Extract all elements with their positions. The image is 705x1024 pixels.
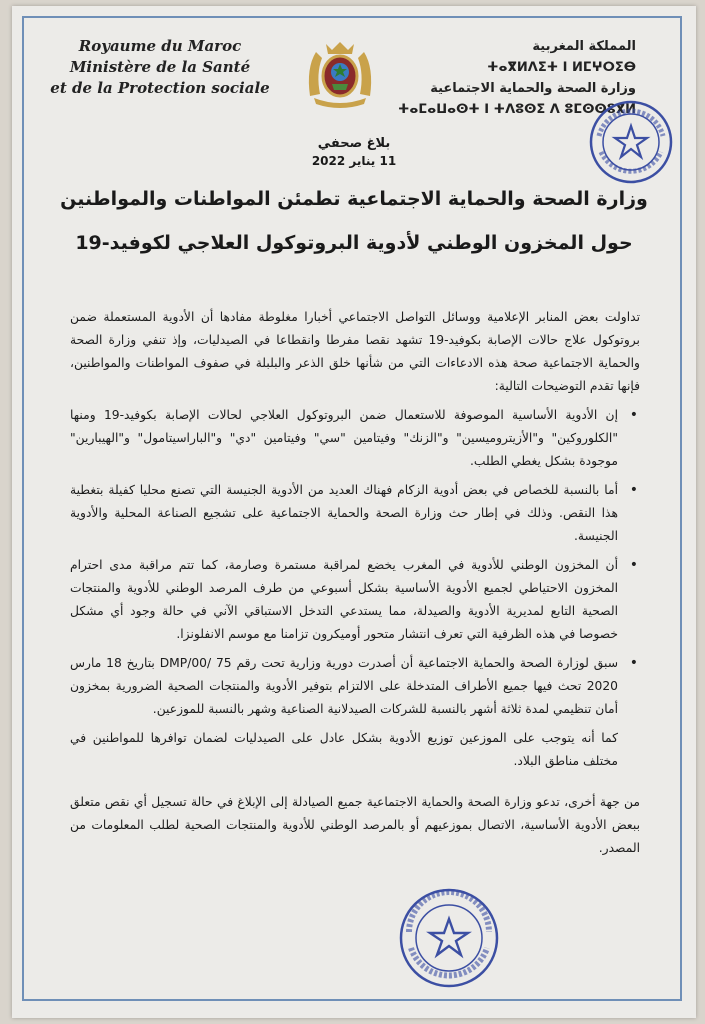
document-title-line1: وزارة الصحة والحماية الاجتماعية تطمئن المواطنات والمواطنين <box>60 188 648 210</box>
header-tifinagh-line: ⵜⴰⵎⴰⵡⴰⵙⵜ ⵏ ⵜⴷⵓⵙⵉ ⴷ ⵓⵎⵙⵙⵓⴳⵍ <box>398 102 636 117</box>
header-tifinagh-line: ⵜⴰⴳⵍⴷⵉⵜ ⵏ ⵍⵎⵖⵔⵉⴱ <box>487 60 636 75</box>
header-french <box>40 36 280 99</box>
document-sheet <box>12 6 696 1018</box>
coat-of-arms-icon <box>302 38 378 110</box>
closing-paragraph: من جهة أخرى، تدعو وزارة الصحة والحماية الاجتماعية جميع الصيادلة إلى الإبلاغ في حالة تسجيل أي نقص متعلق ببعض الأدوية الأساسية، الاتصال بموزعيهم أو بالمرصد الوطني للأدوية والمنتجات الصحية لطلب المعلومات من المصدر. <box>70 795 640 855</box>
continuation-paragraph: كما أنه يتوجب على الموزعين توزيع الأدوية بشكل عادل على الصيدليات لضمان توافرها للمواطنين في مختلف مناطق البلاد. <box>70 731 618 768</box>
intro-paragraph: تداولت بعض المنابر الإعلامية ووسائل التواصل الاجتماعي أخبارا مغلوطة مفادها أن الأدوية المستعملة ضمن بروتوكول علاج حالات الإصابة بكوفيد-19 تشهد نقصا مفرطا وانقطاعا في الصيدليات، وإذ تنفي وزارة الصحة والحماية الاجتماعية صحة هذه الادعاءات التي من شأنها خلق الذعر والبلبلة في صفوف المواطنات والمواطنين، فإنها تقدم التوضيحات التالية: <box>70 310 640 393</box>
list-item: • سبق لوزارة الصحة والحماية الاجتماعية أن أصدرت دورية وزارية تحت رقم DMP/00/ 75 بتاريخ 18 مارس 2020 تحث فيها جميع الأطراف المتدخلة على الالتزام بتوفير الأدوية والمنتجات الصحية الضرورية بمخزون أمان تنظيمي لمدة ثلاثة أشهر بالنسبة للشركات الصيدلانية الصناعية وشهر بالنسبة للموزعين. <box>70 652 618 721</box>
list-item: • أن المخزون الوطني للأدوية في المغرب يخضع لمراقبة مستمرة وصارمة، كما تتم مراقبة مدى احترام المخزون الاحتياطي لجميع الأدوية الأساسية بشكل أسبوعي من طرف المرصد الوطني للأدوية والمنتجات الصحية التابع لمديرية الأدوية والصيدلة، مما يستدعي التدخل الاستباقي الآني في حالة وجود أي مشكل خصوصا في هذه الظرفية التي تعرف انتشار متحور أوميكرون تزامنا مع موسم الانفلونزا. <box>70 554 618 646</box>
header-arabic-line: المملكة المغربية <box>532 39 636 54</box>
communique-date: 11 يناير 2022 <box>311 154 397 168</box>
document-title-line2: حول المخزون الوطني لأدوية البروتوكول العلاجي لكوفيد-19 <box>75 232 633 254</box>
clarifications-list <box>70 404 640 721</box>
header-french-line: et de la Protection sociale <box>50 79 270 97</box>
document-body <box>70 306 640 866</box>
header-arabic-line: وزارة الصحة والحماية الاجتماعية <box>430 81 636 96</box>
list-item: • إن الأدوية الأساسية الموصوفة للاستعمال ضمن البروتوكول العلاجي لحالات الإصابة بكوفيد-19 ومنها "الكلوروكين" و"الأزيتروميسين" و"الزنك" وفيتامين "سي" وفيتامين "دي" و"الباراسيتامول" و"الهيبارين" موجودة بشكل يغطي الطلب. <box>70 404 618 473</box>
official-stamp-icon <box>397 886 501 990</box>
header-french-line: Ministère de la Santé <box>69 58 251 76</box>
list-item: • أما بالنسبة للخصاص في بعض أدوية الزكام فهناك العديد من الأدوية الجنيسة التي تصنع محليا كفيلة بتغطية هذا النقص. وذلك في إطار حث وزارة الصحة والحماية الاجتماعية على تشجيع الصناعة المحلية والأدوية الجنيسة. <box>70 479 618 548</box>
communique-label: بلاغ صحفي <box>317 136 391 151</box>
header-french-line: Royaume du Maroc <box>78 37 242 55</box>
